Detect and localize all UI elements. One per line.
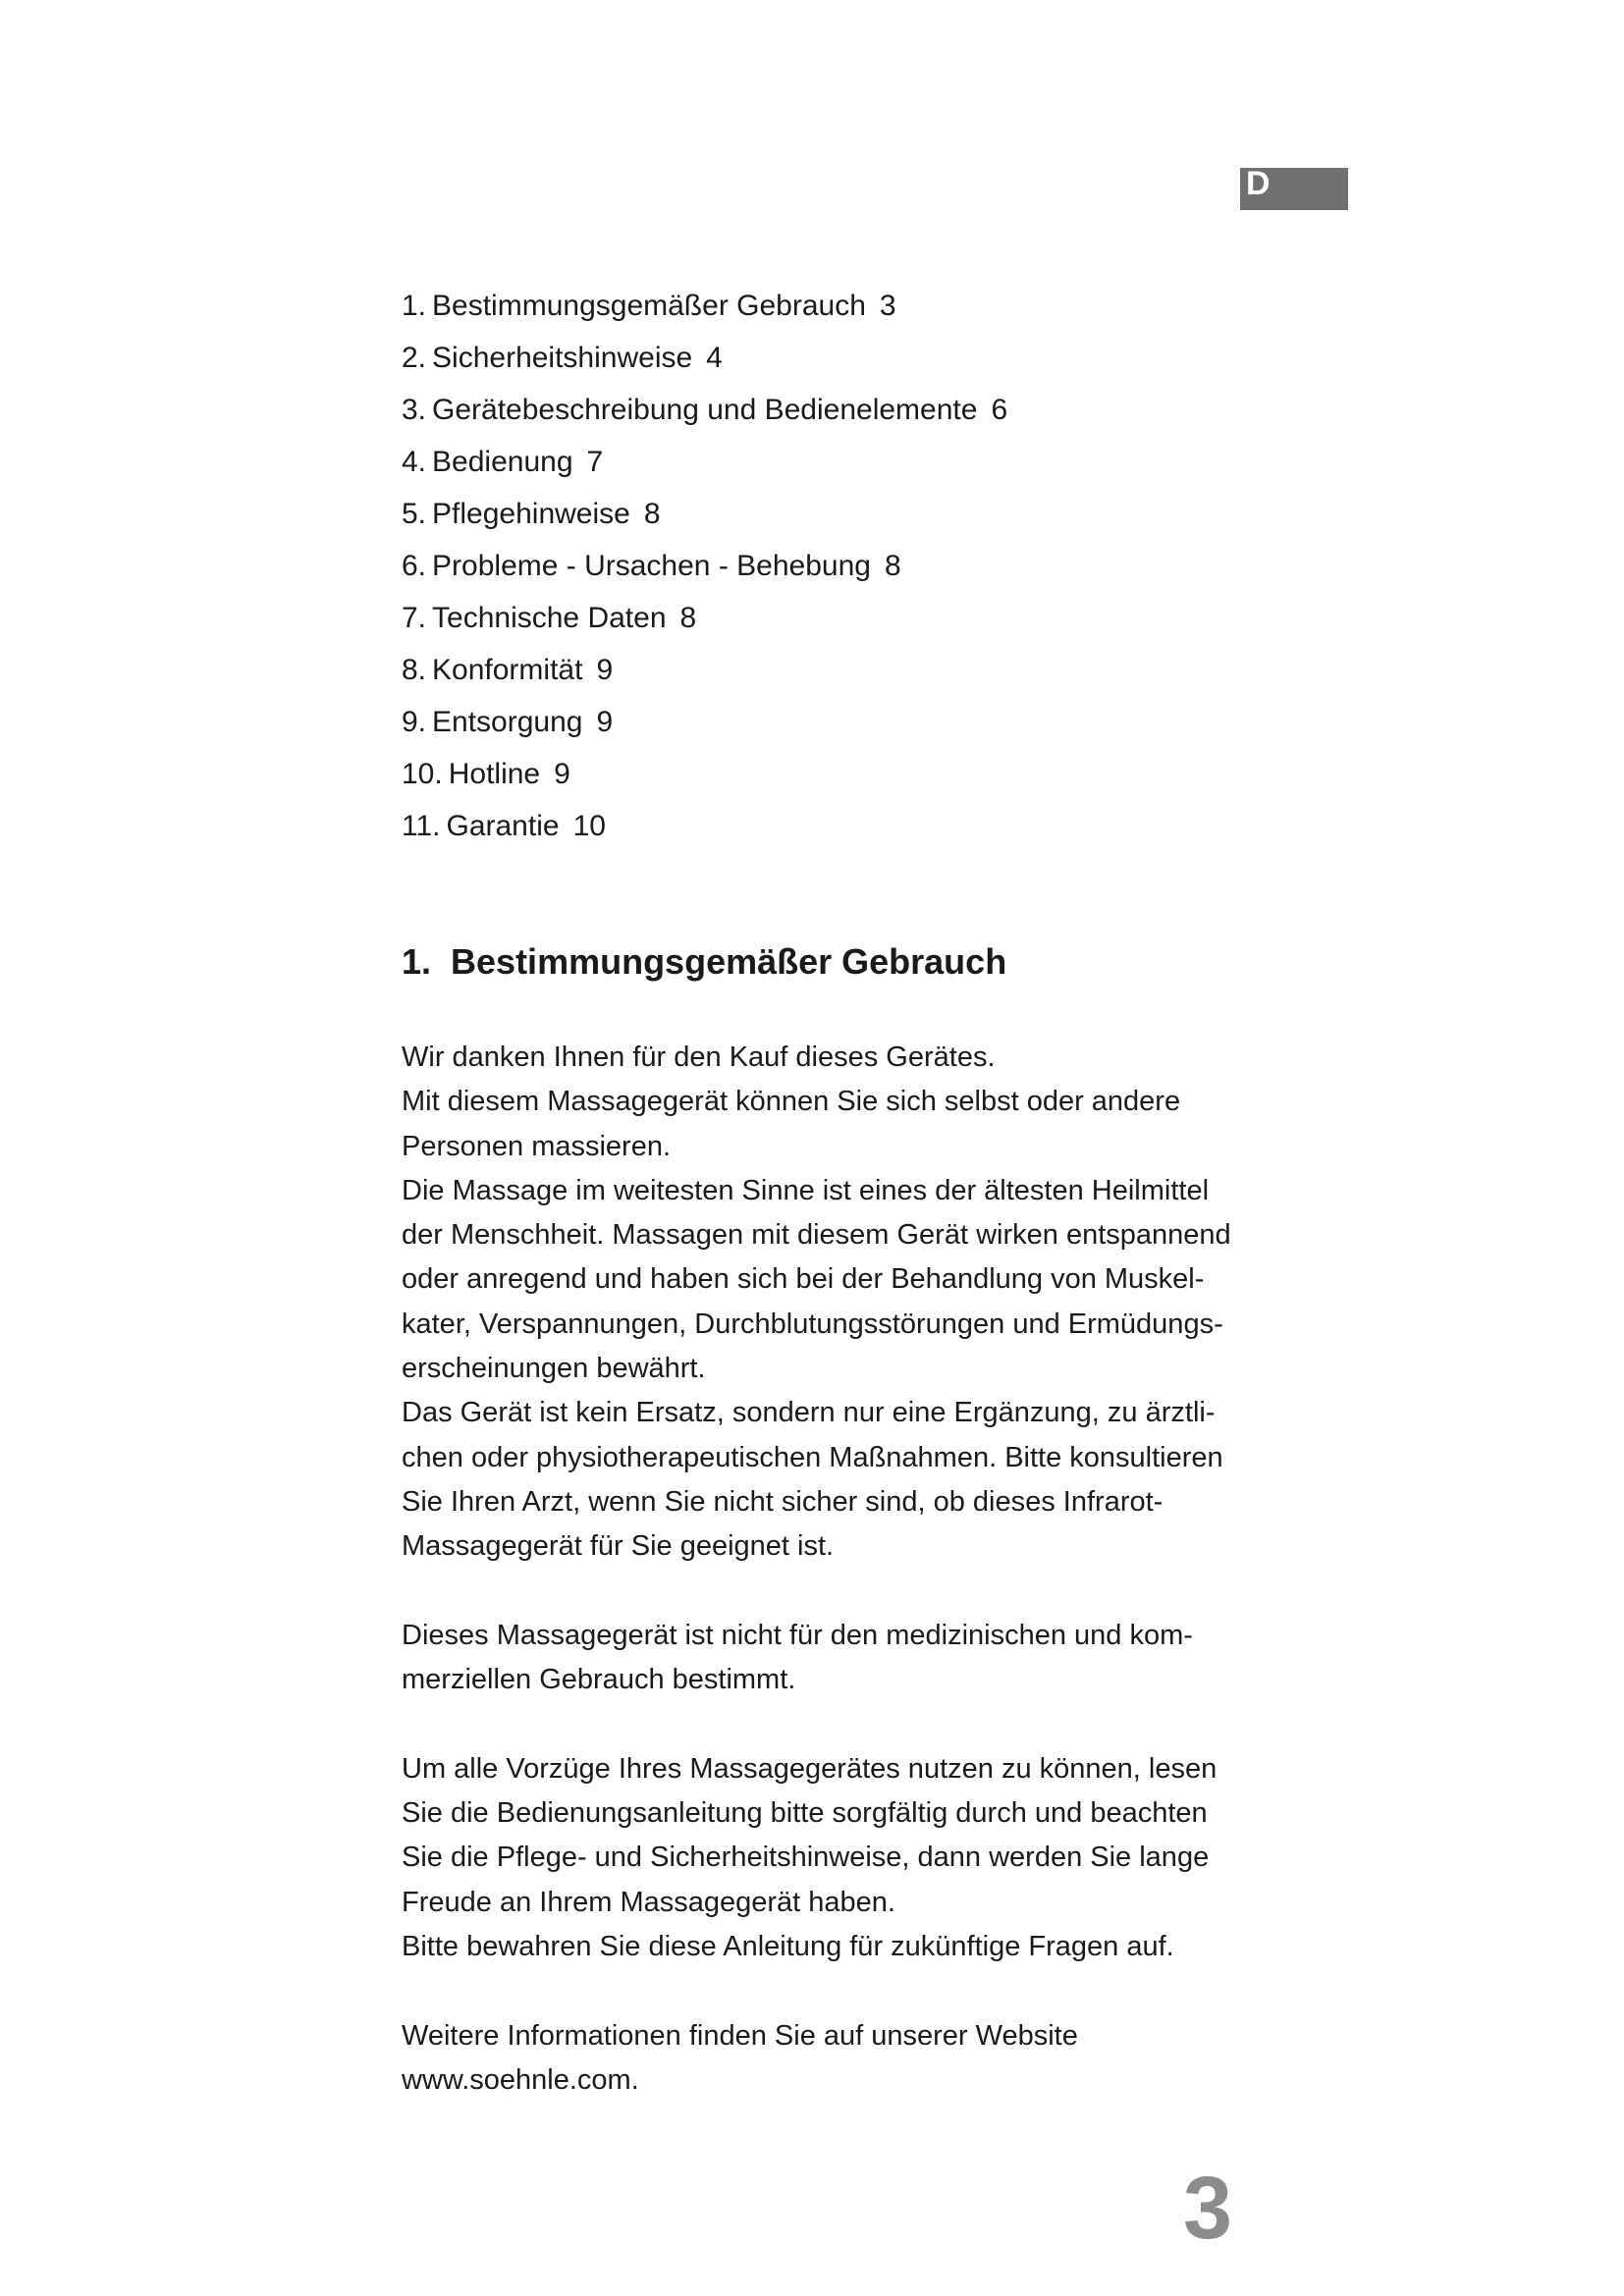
toc-item-number: 9.: [402, 706, 427, 738]
toc-item: [402, 436, 1007, 488]
toc-item-number: 11.: [402, 810, 441, 842]
toc-item: [402, 540, 1007, 592]
toc-item-number: 4.: [402, 446, 427, 478]
toc-item-title: Probleme - Ursachen - Behebung: [432, 550, 871, 582]
toc-item-number: 3.: [402, 394, 427, 426]
language-tab-label: D: [1246, 165, 1272, 202]
toc-item-number: 7.: [402, 602, 427, 634]
toc-item-page: 7: [586, 446, 604, 478]
toc-item: [402, 696, 1007, 748]
toc-item: [402, 488, 1007, 540]
toc-item-title: Gerätebeschreibung und Bedienelemente: [432, 394, 978, 426]
toc-item-number: 8.: [402, 654, 427, 686]
toc-item-title: Hotline: [448, 758, 541, 790]
toc-item-number: 1.: [402, 290, 427, 322]
toc-item-number: 10.: [402, 758, 443, 790]
toc-item-title: Entsorgung: [432, 706, 583, 738]
toc-item-page: 9: [554, 758, 570, 790]
section-number: 1.: [402, 941, 432, 982]
toc-item: [402, 332, 1007, 384]
toc-item-page: 6: [991, 394, 1008, 426]
toc-item-page: 9: [596, 654, 614, 686]
toc-item: [402, 800, 1007, 852]
section-body: [402, 1036, 1266, 2147]
toc-item-page: 4: [706, 342, 723, 374]
body-paragraph: Weitere Informationen finden Sie auf unserer Website www.soehnle.com.: [402, 2019, 1078, 2096]
section-title: Bestimmungsgemäßer Gebrauch: [451, 941, 1007, 982]
toc-item: [402, 592, 1007, 644]
toc-item-title: Garantie: [446, 810, 560, 842]
toc-item-page: 8: [884, 550, 901, 582]
toc-item-number: 6.: [402, 550, 427, 582]
toc-item-number: 2.: [402, 342, 427, 374]
toc-item-page: 8: [643, 498, 661, 530]
toc-item-title: Pflegehinweise: [432, 498, 630, 530]
toc-item-title: Bestimmungsgemäßer Gebrauch: [432, 290, 866, 322]
toc-item-page: 9: [596, 706, 614, 738]
toc-item-number: 5.: [402, 498, 427, 530]
toc-item: [402, 280, 1007, 332]
section-heading: [402, 933, 1006, 991]
toc-item-title: Konformität: [432, 654, 583, 686]
body-paragraph: Wir danken Ihnen für den Kauf dieses Gerätes. Mit diesem Massagegerät können Sie sich selbst oder andere Personen massieren. Die Massage im weitesten Sinne ist eines der ältesten Heilmittel der Menschheit. Massagen mit diesem Gerät wirken entspannend oder anregend und haben sich bei der Behandlung von Muskel- kater, Verspannungen, Durchblutungsstörungen und Ermüdungs- erscheinungen bewährt. Das Gerät ist kein Ersatz, sondern nur eine Ergänzung, zu ärztli- chen oder physiotherapeutischen Maßnahmen. Bitte konsultieren Sie Ihren Arzt, wenn Sie nicht sicher sind, ob dieses Infrarot- Massagegerät für Sie geeignet ist.: [402, 1041, 1231, 1563]
toc-item: [402, 644, 1007, 696]
toc-item-page: 8: [679, 602, 697, 634]
body-paragraph: Dieses Massagegerät ist nicht für den medizinischen und kom- merziellen Gebrauch bestimmt.: [402, 1619, 1193, 1696]
toc-item-title: Technische Daten: [432, 602, 667, 634]
toc-item: [402, 748, 1007, 800]
body-paragraph: Um alle Vorzüge Ihres Massagegerätes nutzen zu können, lesen Sie die Bedienungsanleitung bitte sorgfältig durch und beachten Sie die Pflege- und Sicherheitshinweise, dann werden Sie lange Freude an Ihrem Massagegerät haben. Bitte bewahren Sie diese Anleitung für zukünftige Fragen auf.: [402, 1752, 1218, 1962]
page-number: 3: [1183, 2160, 1233, 2258]
toc-item-page: 3: [879, 290, 896, 322]
toc-item: [402, 384, 1007, 436]
toc-item-title: Sicherheitshinweise: [432, 342, 693, 374]
toc-item-page: 10: [572, 810, 606, 842]
toc-item-title: Bedienung: [432, 446, 573, 478]
table-of-contents: [402, 280, 1007, 852]
language-tab: [1240, 165, 1348, 210]
